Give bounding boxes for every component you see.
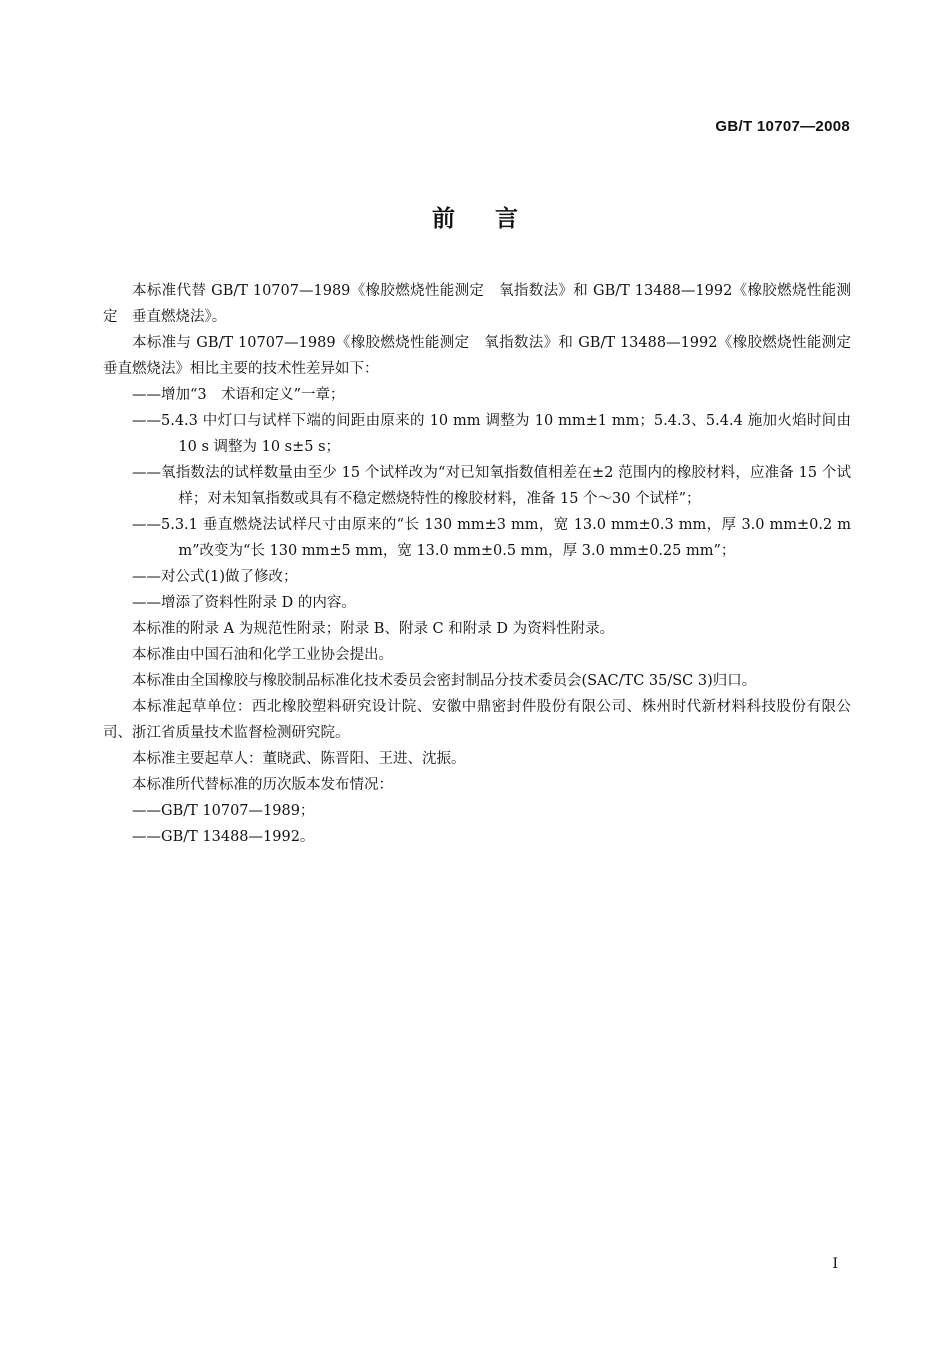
foreword-body <box>103 278 866 850</box>
history-item: ——GB/T 13488—1992。 <box>132 829 315 845</box>
statement-history: 本标准所代替标准的历次版本发布情况： <box>132 777 393 793</box>
change-item: ——5.3.1 垂直燃烧法试样尺寸由原来的“长 130 mm±3 mm，宽 13.0 mm±0.3 mm，厚 3.0 mm±0.2 mm”改变为“长 130 mm±5 mm，宽 13.0 mm±0.5 mm，厚 3.0 mm±0.25 mm”； <box>132 517 851 559</box>
standard-number: GB/T 10707—2008 <box>715 118 850 135</box>
change-item: ——5.4.3 中灯口与试样下端的间距由原来的 10 mm 调整为 10 mm±1 mm；5.4.3、5.4.4 施加火焰时间由 10 s 调整为 10 s±5 s； <box>132 413 851 455</box>
statement-proposer: 本标准由中国石油和化学工业协会提出。 <box>132 647 393 663</box>
statement-drafting-units: 本标准起草单位：西北橡胶塑料研究设计院、安徽中鼎密封件股份有限公司、株州时代新材料科技股份有限公司、浙江省质量技术监督检测研究院。 <box>103 699 851 741</box>
change-item: ——增加“3 术语和定义”一章； <box>132 387 345 403</box>
change-item: ——增添了资料性附录 D 的内容。 <box>132 595 356 611</box>
change-item: ——对公式(1)做了修改； <box>132 569 298 585</box>
statement-drafters: 本标准主要起草人：董晓武、陈晋阳、王进、沈振。 <box>132 751 466 767</box>
change-item: ——氧指数法的试样数量由至少 15 个试样改为“对已知氧指数值相差在±2 范围内的橡胶材料，应准备 15 个试样；对未知氧指数或具有不稳定燃烧特性的橡胶材料，准备 15 个～30 个试样”； <box>132 465 851 507</box>
paragraph-differences: 本标准与 GB/T 10707—1989《橡胶燃烧性能测定 氧指数法》和 GB/T 13488—1992《橡胶燃烧性能测定 垂直燃烧法》相比主要的技术性差异如下： <box>103 335 866 377</box>
page-title: 前言 <box>432 205 558 232</box>
statement-committee: 本标准由全国橡胶与橡胶制品标准化技术委员会密封制品分技术委员会(SAC/TC 35/SC 3)归口。 <box>132 673 757 689</box>
page-number: I <box>832 1256 838 1272</box>
paragraph-replacement: 本标准代替 GB/T 10707—1989《橡胶燃烧性能测定 氧指数法》和 GB/T 13488—1992《橡胶燃烧性能测定 垂直燃烧法》。 <box>103 283 851 325</box>
statement-annex: 本标准的附录 A 为规范性附录；附录 B、附录 C 和附录 D 为资料性附录。 <box>132 621 615 637</box>
history-item: ——GB/T 10707—1989； <box>132 803 315 819</box>
